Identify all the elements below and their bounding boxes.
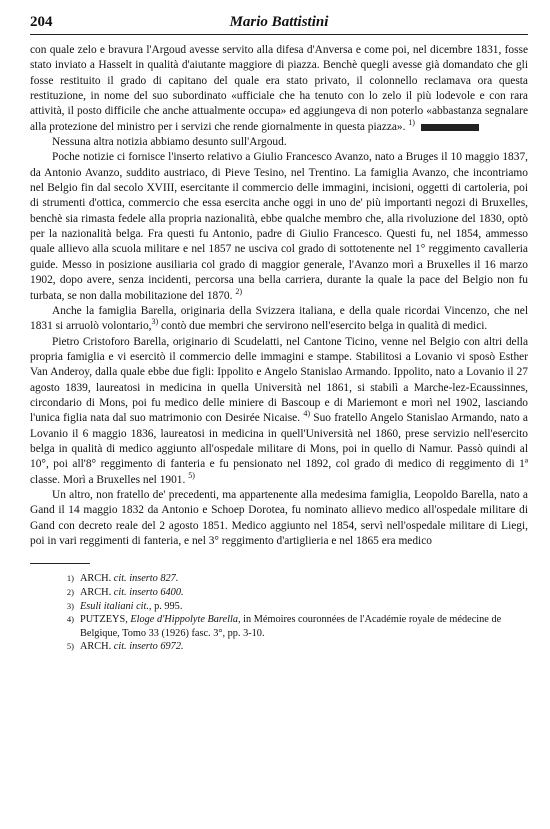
footnote-number: 1) (66, 573, 74, 584)
paragraph-avanzo: Poche notizie ci fornisce l'inserto relativo a Giulio Francesco Avanzo, nato a Bruges il 10 maggio 1837, da Antonio Avanzo, suddito austriaco, di Pieve Tesino, nel Trentino. La famiglia Avanzo, che incontriamo nel Belgio fin dal secolo XVIII, esercitante il commercio delle immagini, incisioni, oggetti di cartoleria, poi di strumenti d'ottica, commercio che essa esercita anche oggi in uno de' più importanti negozi di Bruxelles, benchè sia rimasta fedele alla propria nazionalità, ebbe qualche membro che, alla rivoluzione del 1830, optò per la nazionalità belga. Fra questi fu Antonio, padre di Giulio Francesco. Questi fu, nel 1854, ammesso quale allievo alla scuola militare e nel 1857 ne usciva col grado di sottotenente nel 1° reggimento cavalleria guide. Messo in posizione ausiliaria col grado di maggior generale, l'Avanzo morì a Bruxelles il 16 marzo 1902, dopo avere, senza incidenti, percorsa una bella carriera, durante la quale la pace del Belgio non fu turbata, se non dalla mobilitazione del 1870. $^{2)}$ (30, 151, 528, 302)
footnote: 2) ARCH. cit. inserto 6400. (54, 586, 528, 600)
footnote: 1) ARCH. cit. inserto 827. (54, 572, 528, 586)
footnote-separator (30, 563, 90, 564)
footnote: 4) PUTZEYS, Eloge d'Hippolyte Barella, in Mémoires couronnées de l'Académie royale de médecine de Belgique, Tomo 33 (1926) fasc. 3°, pp. 3-10. (54, 613, 528, 640)
running-head: Mario Battistini (229, 14, 329, 30)
footnote-number: 4) (66, 614, 74, 625)
paragraph-barella-family: Anche la famiglia Barella, originaria della Svizzera italiana, e della quale ricordai Vincenzo, che nel 1831 si arruolò volontario,$^{3)}$ contò due membri che servirono nell'esercito belga in qualità di medici. (30, 304, 528, 333)
page-header (30, 14, 528, 35)
footnote-number: 5) (66, 641, 74, 652)
page-number: 204 (30, 14, 53, 30)
paragraph-argoud-end: Nessuna altra notizia abbiamo desunto sull'Argoud. (52, 136, 287, 149)
footnote: 3) Esuli italiani cit., p. 995. (54, 600, 528, 614)
footnote-ref-4: 4) (303, 409, 310, 419)
footnote-ref-1: 1) (408, 117, 415, 127)
paragraph-pietro-barella: Pietro Cristoforo Barella, originario di Scudelatti, nel Cantone Ticino, venne nel Belgio con altri della propria famiglia e vi esercitò il commercio delle immagini e stampe. Stabilitosi a Lovanio vi sposò Esther Van Anderoy, dalla quale ebbe due figli: Ippolito e Angelo Stanislao Armando. Ippolito, nato a Lovanio il 27 agosto 1839, laureatosi in medicina in quella Università nel 1861, si stabilì a Marche-lez-Ecaussinnes, circondario di Mons, poi fu medico delle miniere di Bascoup e di Mariemont e morì nel 1902, lasciando l'unica figlia nata dal suo matrimonio con Desirée Nicaise. $^{4)}$ Suo fratello Angelo Stanislao Armando, nato a Lovanio il 6 maggio 1836, laureatosi in medicina in quell'Università nel 1860, prese servizio nell'esercito belga in qualità di medico aggiunto all'ospedale militare di Mons, poi in quello di Namur. Passò quindi al 10°, poi all'8° reggimento di fanteria e fu pensionato nel 1892, col grado di medico di reggimento di 1ª classe. Morì a Bruxelles nel 1901. $^{5)}$ (30, 335, 528, 486)
footnotes (30, 572, 528, 654)
footnote-number: 3) (66, 600, 74, 611)
footnote-ref-3: 3) (151, 317, 159, 327)
ink-smudge (421, 124, 479, 131)
footnote-number: 2) (66, 586, 74, 597)
paragraph-leopoldo-barella: Un altro, non fratello de' precedenti, ma appartenente alla medesima famiglia, Leopoldo Barella, nato a Gand il 14 maggio 1832 da Antonio e Schoep Dorotea, fu nominato allievo medico all'ospedale militare di Gand con decreto reale del 2 agosto 1851. Medico aggiunto nel 1854, servì nell'ospedale militare di Liegi, poi in vari reggimenti di fanteria, e nel 3° reggimento d'artiglieria e nel 1865 era medico (30, 488, 528, 547)
footnote: 5) ARCH. cit. inserto 6972. (54, 640, 528, 654)
footnote-ref-2: 2) (235, 286, 242, 296)
paragraph-argoud-letter: con quale zelo e bravura l'Argoud avesse servito alla difesa d'Anversa e come poi, nel dicembre 1831, fosse stato inviato a Hasselt in qualità d'aiutante maggiore di piazza. Benchè quegli avesse già domandato che gli fosse restituito il grado di capitano del quale era stato privato, il colonnello reclamava ora questa restituzione, in nome del suo subordinato «ufficiale che ha tenuto con lo zelo il più lodevole e con rara attività, il posto difficile che anche attualmente occupa» ed aggiungeva di non poterlo «abbastanza segnalare alla protezione del ministro per i servizi che rende giornalmente in questa piazza». $^{1)}$ (30, 44, 528, 133)
footnote-ref-5: 5) (188, 470, 195, 480)
body-text (30, 43, 528, 549)
